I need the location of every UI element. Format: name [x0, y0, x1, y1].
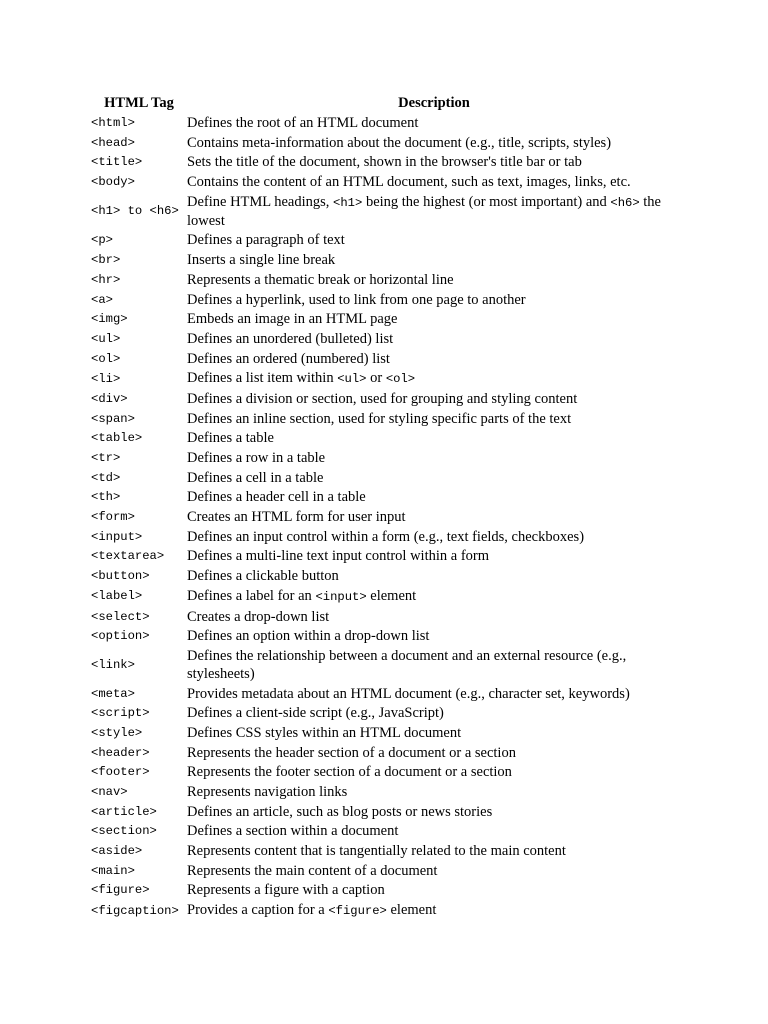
tag-cell: <title>	[91, 155, 143, 170]
description-text: Defines an article, such as blog posts or news stories	[187, 803, 493, 820]
description-text: Defines an inline section, used for styling specific parts of the text	[187, 410, 572, 427]
description-text: Define HTML headings,	[187, 193, 334, 210]
description-text: Embeds an image in an HTML page	[187, 311, 398, 328]
description-text: Provides metadata about an HTML document (e.g., character set, keywords)	[187, 685, 630, 702]
tag-cell: <nav>	[91, 785, 128, 799]
table-row	[91, 862, 681, 882]
description-cell	[187, 822, 681, 842]
table-row	[91, 744, 681, 764]
tag-cell: <tr>	[91, 451, 121, 465]
description-text: Defines a row in a table	[187, 450, 326, 466]
tag-cell: <figcaption>	[91, 903, 179, 918]
table-row	[91, 390, 681, 410]
description-text: Defines a multi-line text input control within a form	[187, 548, 490, 565]
description-text: element	[386, 902, 437, 919]
tag-cell: <div>	[91, 391, 128, 406]
description-text: Defines a header cell in a table	[187, 489, 366, 506]
table-row	[91, 508, 681, 528]
description-cell	[187, 704, 681, 724]
description-text: Defines an unordered (bulleted) list	[187, 330, 394, 347]
description-cell	[187, 744, 681, 764]
description-text: Represents the main content of a document	[187, 862, 438, 879]
description-cell	[187, 429, 681, 449]
description-text: Represents a figure with a caption	[187, 882, 385, 899]
table-row	[91, 783, 681, 803]
table-row	[91, 330, 681, 350]
description-text: Defines a clickable button	[187, 568, 339, 585]
table-row	[91, 567, 681, 587]
description-text: element	[366, 587, 417, 604]
tag-cell: <table>	[91, 431, 143, 446]
description-text: Defines CSS styles within an HTML document	[187, 724, 462, 741]
description-cell	[187, 508, 681, 528]
description-cell	[187, 390, 681, 410]
description-text: Defines a table	[187, 430, 274, 447]
table-body	[91, 114, 681, 922]
description-cell	[187, 627, 681, 647]
description-text: Defines an option within a drop-down list	[187, 628, 430, 645]
description-text: Defines an input control within a form (e.g., text fields, checkboxes)	[187, 528, 585, 545]
description-cell	[187, 330, 681, 350]
table-row	[91, 587, 681, 608]
table-row	[91, 647, 681, 685]
table-row	[91, 291, 681, 311]
tag-cell: <ol>	[91, 351, 121, 366]
table-row	[91, 193, 681, 232]
table-row	[91, 488, 681, 508]
description-text: Represents content that is tangentially related to the main content	[187, 843, 566, 860]
description-cell	[187, 567, 681, 587]
tag-cell: <th>	[91, 490, 121, 505]
table-row	[91, 685, 681, 705]
description-cell	[187, 173, 681, 193]
tag-cell: <p>	[91, 233, 113, 248]
description-cell	[187, 901, 681, 922]
inline-code: <ol>	[385, 372, 416, 387]
description-text: Defines a paragraph of text	[187, 232, 345, 249]
description-text: or	[366, 370, 386, 387]
description-cell	[187, 350, 681, 370]
tag-cell: <meta>	[91, 686, 135, 701]
table-row	[91, 842, 681, 862]
description-cell	[187, 647, 681, 685]
tag-cell: <link>	[91, 657, 135, 672]
description-cell	[187, 231, 681, 251]
description-cell	[187, 881, 681, 901]
tag-cell: <style>	[91, 725, 143, 740]
tag-cell: <body>	[91, 175, 135, 190]
table-row	[91, 627, 681, 647]
description-cell	[187, 153, 681, 173]
inline-code: <h6>	[610, 195, 640, 210]
description-cell	[187, 528, 681, 548]
table-row	[91, 901, 681, 922]
table-row	[91, 528, 681, 548]
description-text: Defines a label for an	[187, 587, 316, 604]
table-row	[91, 704, 681, 724]
description-cell	[187, 547, 681, 567]
tag-cell: <input>	[91, 529, 143, 544]
tag-cell: <a>	[91, 292, 113, 307]
table-row	[91, 369, 681, 390]
description-cell	[187, 763, 681, 783]
table-row	[91, 469, 681, 489]
tag-cell: <select>	[91, 609, 150, 624]
tag-cell: <hr>	[91, 272, 121, 287]
tag-cell: <form>	[91, 510, 135, 525]
column-header-description: Description	[398, 95, 470, 111]
description-text: Creates a drop-down list	[187, 608, 330, 625]
description-cell	[187, 724, 681, 744]
description-text: Represents the footer section of a document or a section	[187, 764, 512, 781]
inline-code: <h1>	[333, 195, 363, 210]
description-cell	[187, 410, 681, 430]
tag-cell: <head>	[91, 135, 135, 150]
description-cell	[187, 469, 681, 489]
table-row	[91, 231, 681, 251]
description-text: Defines an ordered (numbered) list	[187, 350, 390, 367]
description-cell	[187, 114, 681, 134]
column-header-tag: HTML Tag	[104, 95, 174, 111]
description-cell	[187, 783, 681, 803]
table-row	[91, 310, 681, 330]
description-text: the lowest	[187, 193, 661, 229]
table-row	[91, 763, 681, 783]
description-text: Defines a hyperlink, used to link from one page to another	[187, 291, 526, 308]
description-cell	[187, 842, 681, 862]
tag-cell: <article>	[91, 804, 157, 819]
table-row	[91, 429, 681, 449]
tag-cell: <figure>	[91, 883, 150, 898]
description-text: Defines a division or section, used for grouping and styling content	[187, 390, 578, 407]
table-row	[91, 449, 681, 469]
table-row	[91, 134, 681, 154]
tag-cell: <aside>	[91, 844, 143, 859]
table-row	[91, 410, 681, 430]
table-row	[91, 608, 681, 628]
description-cell	[187, 803, 681, 823]
description-cell	[187, 310, 681, 330]
description-cell	[187, 587, 681, 608]
table-row	[91, 881, 681, 901]
tag-cell: <img>	[91, 312, 128, 327]
tag-cell: <footer>	[91, 765, 150, 780]
tag-cell: <button>	[91, 569, 150, 584]
description-text: Represents navigation links	[187, 784, 348, 800]
tag-cell: <html>	[91, 116, 135, 130]
html-tags-table	[91, 94, 681, 922]
table-row	[91, 803, 681, 823]
inline-code: <figure>	[328, 904, 387, 919]
description-text: Defines the relationship between a document and an external resource (e.g., stylesheets)	[187, 647, 627, 682]
description-cell	[187, 291, 681, 311]
description-text: Provides a caption for a	[187, 902, 329, 919]
description-text: Represents a thematic break or horizontal line	[187, 271, 454, 288]
tag-cell: <ul>	[91, 331, 121, 346]
table-row	[91, 271, 681, 291]
table-row	[91, 114, 681, 134]
table-row	[91, 350, 681, 370]
description-cell	[187, 685, 681, 705]
description-text: Defines a cell in a table	[187, 469, 324, 486]
description-text: Defines the root of an HTML document	[187, 115, 419, 131]
description-text: Represents the header section of a document or a section	[187, 744, 516, 761]
description-cell	[187, 608, 681, 628]
description-text: Defines a list item within	[187, 370, 338, 387]
table-row	[91, 251, 681, 271]
description-text: Contains the content of an HTML document, such as text, images, links, etc.	[187, 174, 631, 191]
description-text: Defines a section within a document	[187, 823, 399, 840]
description-cell	[187, 193, 681, 232]
description-text: Creates an HTML form for user input	[187, 509, 406, 526]
document-page	[91, 94, 681, 922]
tag-cell: <header>	[91, 745, 150, 760]
inline-code: <ul>	[337, 372, 367, 387]
description-cell	[187, 134, 681, 154]
description-cell	[187, 488, 681, 508]
description-cell	[187, 369, 681, 390]
description-cell	[187, 449, 681, 469]
description-text: Inserts a single line break	[187, 252, 336, 269]
description-text: Defines a client-side script (e.g., JavaScript)	[187, 705, 444, 722]
table-row	[91, 173, 681, 193]
tag-cell: <script>	[91, 706, 150, 721]
tag-cell: <label>	[91, 589, 143, 604]
table-row	[91, 547, 681, 567]
tag-cell: <option>	[91, 629, 150, 644]
description-text: Contains meta-information about the document (e.g., title, scripts, styles)	[187, 134, 612, 151]
inline-code: <input>	[315, 589, 367, 604]
table-row	[91, 822, 681, 842]
tag-cell: <td>	[91, 470, 121, 485]
tag-cell: <span>	[91, 411, 135, 426]
tag-cell: <li>	[91, 371, 121, 386]
tag-cell: <br>	[91, 253, 121, 268]
table-row	[91, 153, 681, 173]
description-text: Sets the title of the document, shown in the browser's title bar or tab	[187, 154, 582, 171]
tag-cell: <textarea>	[91, 549, 165, 564]
description-text: being the highest (or most important) and	[362, 193, 611, 210]
description-cell	[187, 251, 681, 271]
tag-cell: <h1> to <h6>	[91, 204, 179, 219]
tag-cell: <section>	[91, 824, 157, 839]
table-header-row	[91, 94, 681, 114]
table-row	[91, 724, 681, 744]
description-cell	[187, 862, 681, 882]
description-cell	[187, 271, 681, 291]
tag-cell: <main>	[91, 863, 135, 878]
